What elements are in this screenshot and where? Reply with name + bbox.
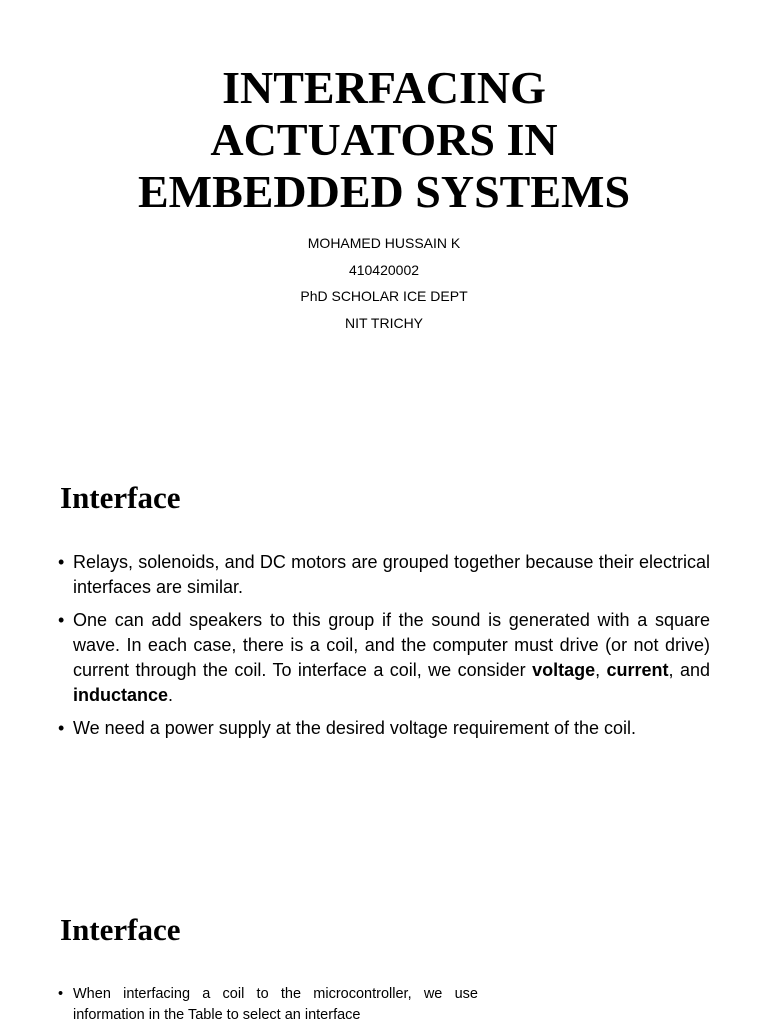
author-block (60, 230, 708, 336)
interface-slide-continued (0, 870, 768, 1024)
presentation-title (60, 62, 708, 218)
title-slide (0, 0, 768, 430)
list-item (58, 716, 710, 741)
title-line: ACTUATORS IN (210, 114, 558, 165)
author-id: 410420002 (348, 261, 420, 278)
list-item (58, 550, 710, 600)
slide-heading: Interface (60, 480, 181, 515)
interface-slide (0, 440, 768, 860)
term-current: current (606, 660, 669, 680)
slide-separator (0, 430, 768, 440)
bullet-list (58, 550, 710, 749)
bullet-list (58, 984, 478, 1034)
author-name: MOHAMED HUSSAIN K (307, 235, 461, 251)
bullet-text: One can add speakers to this group if the sound is generated with a square wave. In each case, there is a coil, and the computer must drive (or not drive) current through the coil. To interface a coil, we consider voltage, current, and inductance. (73, 610, 710, 705)
title-line: EMBEDDED SYSTEMS (137, 166, 631, 217)
bullet-icon: • (58, 552, 65, 572)
slide-heading: Interface (60, 912, 181, 947)
title-line: INTERFACING (222, 62, 546, 113)
bullet-text: Relays, solenoids, and DC motors are grouped together because their electrical interfaces are similar. (73, 552, 710, 597)
bullet-icon: • (58, 718, 65, 738)
author-institution: NIT TRICHY (344, 314, 424, 331)
list-item (58, 984, 478, 1026)
bullet-icon: • (58, 986, 64, 1002)
list-item (58, 608, 710, 708)
slide-separator (0, 860, 768, 870)
bullet-text: We need a power supply at the desired voltage requirement of the coil. (73, 718, 637, 738)
bullet-icon: • (58, 610, 65, 630)
term-voltage: voltage (532, 660, 596, 680)
author-role: PhD SCHOLAR ICE DEPT (300, 288, 468, 304)
term-inductance: inductance (73, 685, 169, 705)
bullet-text: When interfacing a coil to the microcontroller, we use information in the Table to select an interface (73, 986, 478, 1023)
